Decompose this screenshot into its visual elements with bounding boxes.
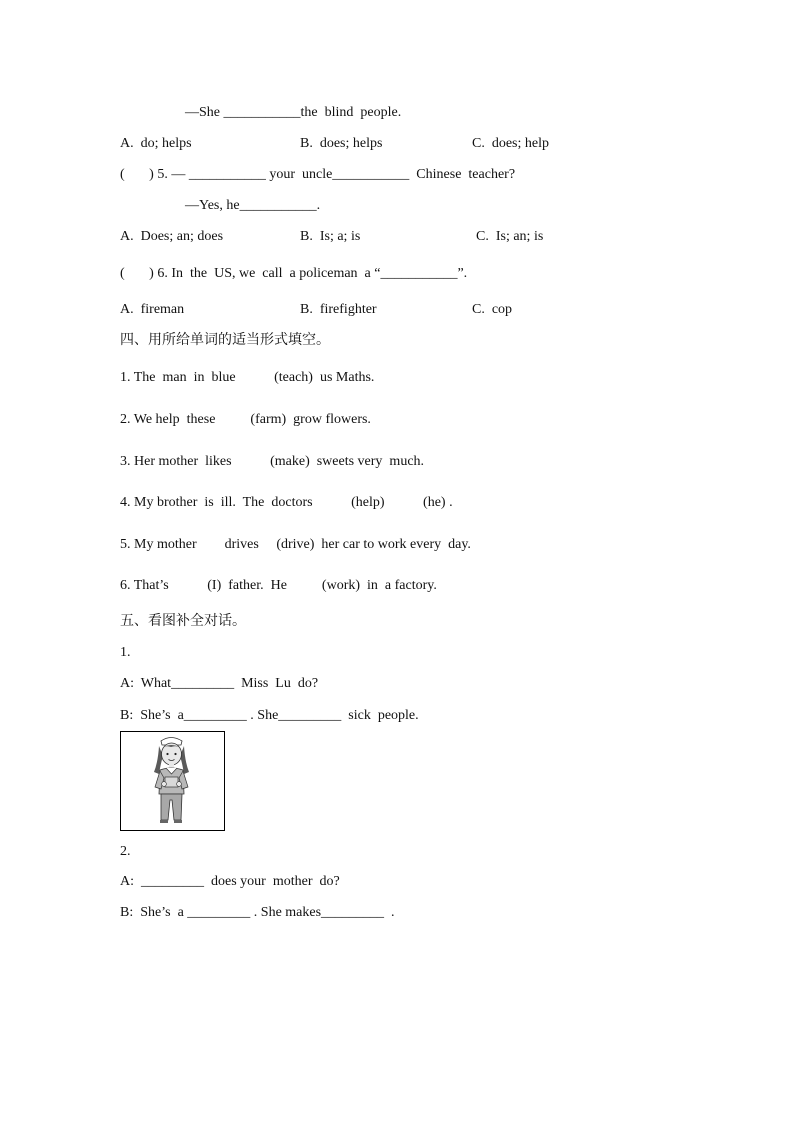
section4-item: 3. Her mother likes (make) sweets very much.: [120, 454, 425, 469]
q5-option-a: A. Does; an; does: [120, 229, 224, 244]
q4-option-b: B. does; helps: [300, 136, 383, 151]
nurse-illustration: [121, 732, 224, 830]
q6-question: ( ) 6. In the US, we call a policeman a “___________”.: [120, 266, 468, 281]
q5-option-c: C. Is; an; is: [476, 229, 544, 244]
q4-reply: —She ___________the blind people.: [185, 105, 402, 120]
q6-option-c: C. cop: [472, 302, 513, 317]
section4-item: 6. That’s (I) father. He (work) in a factory.: [120, 578, 437, 593]
q5-option-b: B. Is; a; is: [300, 229, 361, 244]
dialogue2-line-b: B: She’s a _________ . She makes_________ .: [120, 905, 395, 920]
q4-option-c: C. does; help: [472, 136, 549, 151]
q5-question: ( ) 5. — ___________ your uncle___________ Chinese teacher?: [120, 167, 516, 182]
dialogue2-number: 2.: [120, 844, 131, 859]
q4-option-a: A. do; helps: [120, 136, 192, 151]
dialogue2-line-a: A: _________ does your mother do?: [120, 874, 340, 889]
section4-item: 5. My mother drives (drive) her car to work every day.: [120, 537, 471, 552]
q5-reply: —Yes, he___________.: [185, 198, 321, 213]
section4-item: 2. We help these (farm) grow flowers.: [120, 412, 371, 427]
dialogue1-number: 1.: [120, 645, 131, 660]
q6-option-a: A. fireman: [120, 302, 185, 317]
section5-heading: 五、看图补全对话。: [120, 613, 246, 629]
dialogue1-line-b: B: She’s a_________ . She_________ sick people.: [120, 708, 419, 723]
q6-option-b: B. firefighter: [300, 302, 377, 317]
section4-item: 4. My brother is ill. The doctors (help) (he) .: [120, 495, 453, 510]
section4-item: 1. The man in blue (teach) us Maths.: [120, 370, 375, 385]
dialogue1-line-a: A: What_________ Miss Lu do?: [120, 676, 319, 691]
nurse-picture: [120, 731, 225, 831]
section4-heading: 四、用所给单词的适当形式填空。: [120, 332, 330, 348]
